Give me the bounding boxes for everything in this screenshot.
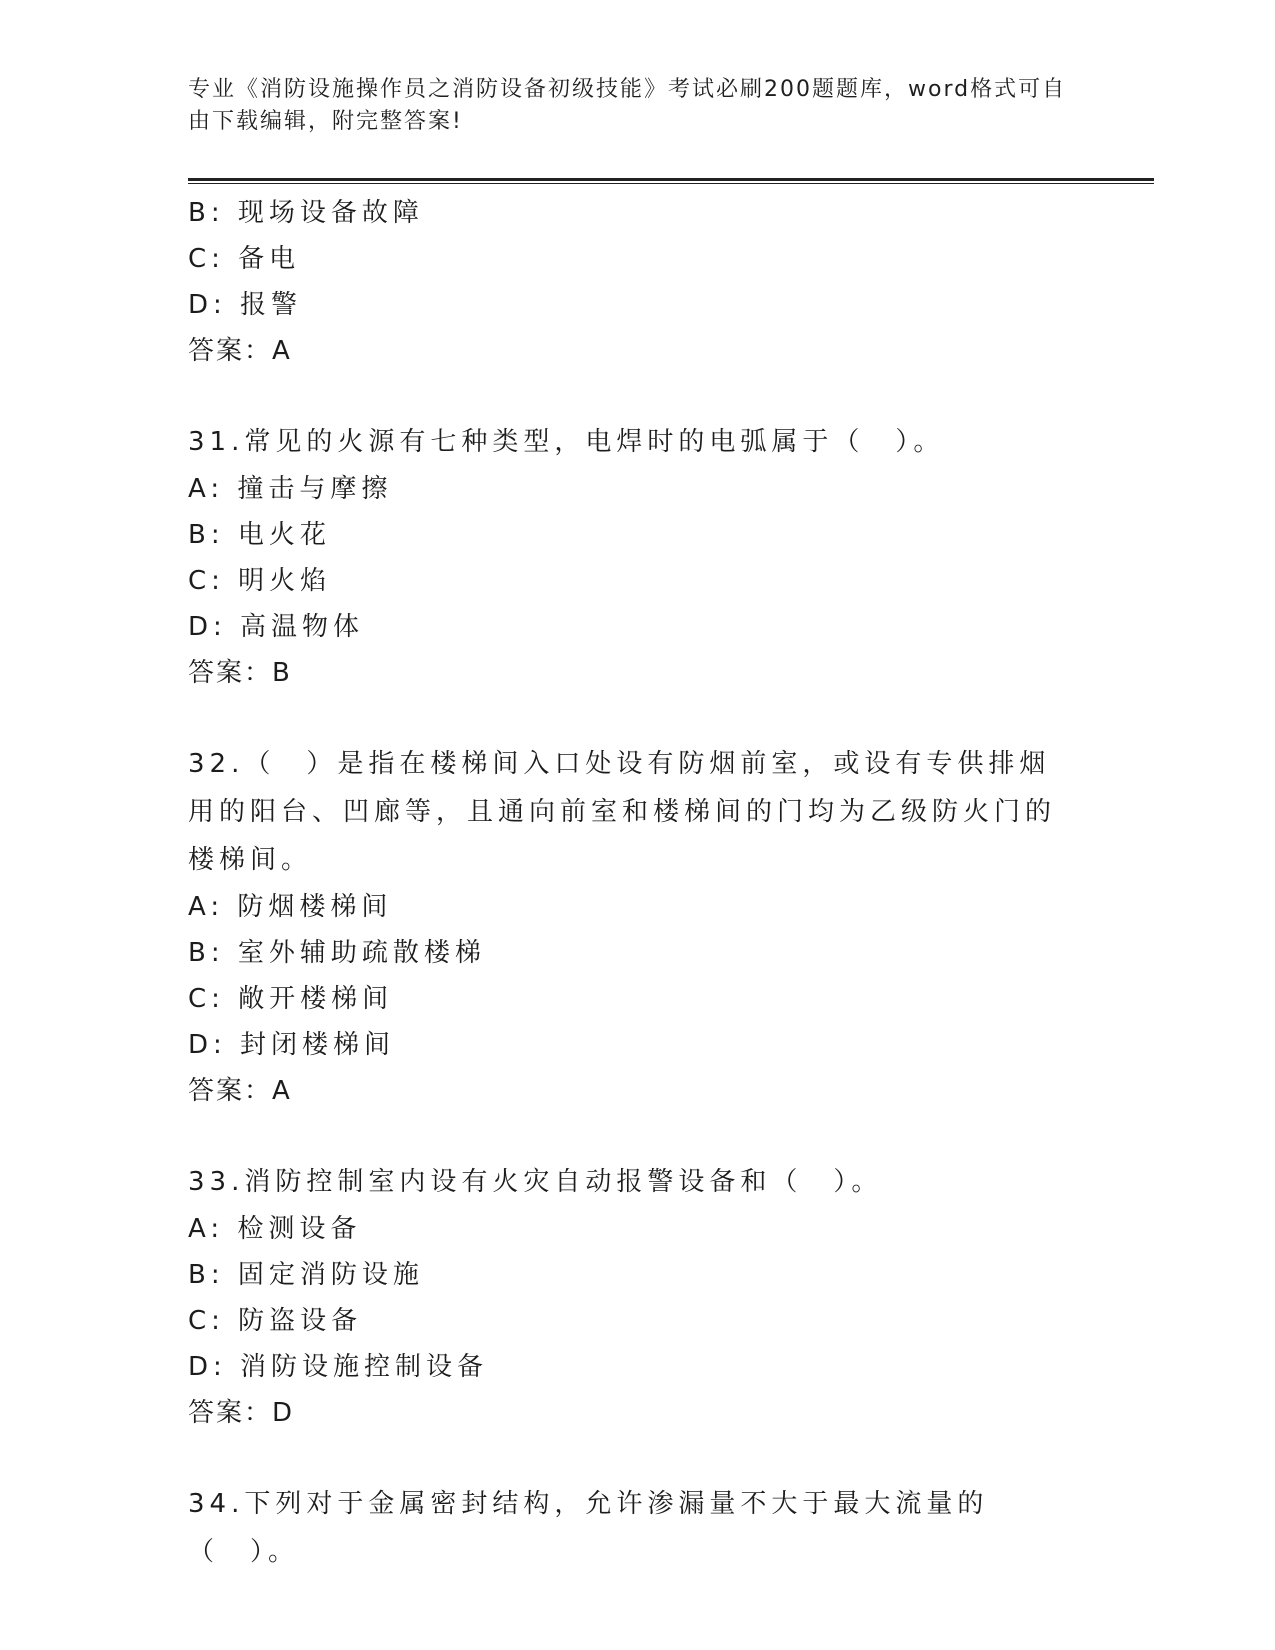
question-content (188, 190, 1068, 1576)
answer-line: 答案：A (188, 336, 292, 366)
answer-line: 答案：D (188, 1398, 295, 1428)
answer-line: 答案：B (188, 658, 292, 688)
previous-question-tail (188, 190, 1068, 374)
question-stem: 33.消防控制室内设有火灾自动报警设备和（ ）。 (188, 1167, 883, 1197)
question-stem: 31.常见的火源有七种类型，电焊时的电弧属于（ ）。 (188, 427, 945, 457)
answer-line: 答案：A (188, 1076, 292, 1106)
option-c: C: 明火焰 (188, 566, 332, 596)
question-31 (188, 418, 1068, 696)
option-d: D: 消防设施控制设备 (188, 1352, 489, 1382)
question-stem: 34.下列对于金属密封结构，允许渗漏量不大于最大流量的（ ）。 (188, 1489, 989, 1567)
option-d: D: 封闭楼梯间 (188, 1030, 396, 1060)
option-c: C: 防盗设备 (188, 1306, 363, 1336)
question-33 (188, 1158, 1068, 1436)
option-b: B: 现场设备故障 (188, 198, 424, 228)
option-a: A: 防烟楼梯间 (188, 892, 393, 922)
question-stem: 32.（ ）是指在楼梯间入口处设有防烟前室，或设有专供排烟用的阳台、凹廊等，且通向前室和楼梯间的门均为乙级防火门的楼梯间。 (188, 749, 1057, 875)
option-b: B: 电火花 (188, 520, 331, 550)
option-c: C: 备电 (188, 244, 301, 274)
header-divider-thick (188, 178, 1154, 181)
option-b: B: 室外辅助疏散楼梯 (188, 938, 486, 968)
question-34 (188, 1480, 1068, 1576)
option-a: A: 检测设备 (188, 1214, 362, 1244)
option-a: A: 撞击与摩擦 (188, 474, 393, 504)
option-c: C: 敞开楼梯间 (188, 984, 394, 1014)
option-d: D: 报警 (188, 290, 303, 320)
header-divider-thin (188, 183, 1154, 184)
option-b: B: 固定消防设施 (188, 1260, 424, 1290)
page-header-title: 专业《消防设施操作员之消防设备初级技能》考试必刷200题题库，word格式可自由下载编辑，附完整答案! (188, 77, 1067, 134)
question-32 (188, 740, 1068, 1114)
option-d: D: 高温物体 (188, 612, 365, 642)
